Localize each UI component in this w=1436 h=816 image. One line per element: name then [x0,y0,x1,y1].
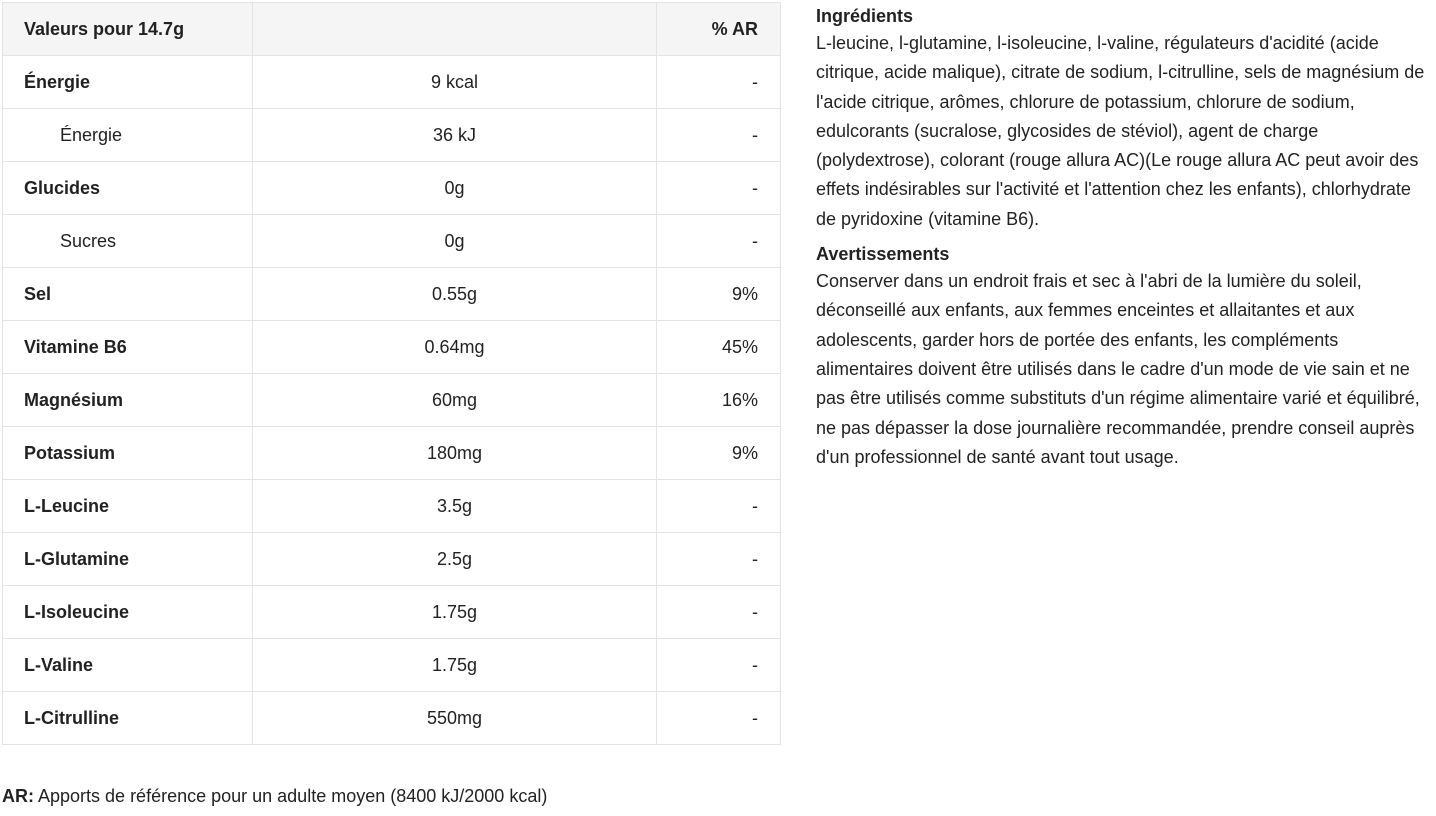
nutrient-amount: 1.75g [253,639,657,692]
footnote-text: Apports de référence pour un adulte moyen (8400 kJ/2000 kcal) [34,786,548,806]
ingredients-heading: Ingrédients [816,6,914,26]
nutrient-name: L-Isoleucine [3,586,253,639]
nutrient-ar: - [657,533,781,586]
ingredients-text: L-leucine, l-glutamine, l-isoleucine, l-valine, régulateurs d'acidité (acide citrique, acide malique), citrate de sodium, l-citrulline, sels de magnésium de l'acide citrique, arômes, chlorure de potassium, chlorure de sodium, edulcorants (sucralose, glycosides de stéviol), agent de charge (polydextrose), colorant (rouge allura AC)(Le rouge allura AC peut avoir des effets indésirables sur l'activité et l'attention chez les enfants), chlorhydrate de pyridoxine (vitamine B6). [816,33,1425,229]
nutrient-amount: 0g [253,162,657,215]
nutrient-ar: - [657,56,781,109]
nutrient-ar: 45% [657,321,781,374]
warnings-heading: Avertissements [816,244,950,265]
warnings-text: Conserver dans un endroit frais et sec à l'abri de la lumière du soleil, déconseillé aux enfants, aux femmes enceintes et allaitantes et aux adolescents, garder hors de portée des enfants, les compléments alimentaires doivent être utilisés dans le cadre d'un mode de vie sain et ne pas être utilisés comme substituts d'un régime alimentaire varié et équilibré, ne pas dépasser la dose journalière recommandée, prendre conseil auprès d'un professionnel de santé avant tout usage. [816,271,1420,467]
nutrient-ar: 16% [657,374,781,427]
header-serving-label: Valeurs pour 14.7g [3,3,253,56]
nutrient-amount: 60mg [253,374,657,427]
nutrient-name: Énergie [3,56,253,109]
table-row [3,321,781,374]
nutrient-amount: 1.75g [253,586,657,639]
product-info-panel [816,4,1428,480]
table-row [3,586,781,639]
nutrient-name: Potassium [3,427,253,480]
table-row [3,692,781,745]
table-row [3,162,781,215]
table-row [3,56,781,109]
table-header-row [3,3,781,56]
nutrient-amount: 9 kcal [253,56,657,109]
nutrient-name: Sucres [3,215,253,268]
table-row [3,215,781,268]
header-amount [253,3,657,56]
nutrient-ar: - [657,109,781,162]
table-row [3,427,781,480]
nutrient-ar: - [657,215,781,268]
table-row [3,109,781,162]
nutrient-amount: 180mg [253,427,657,480]
nutrient-amount: 0g [253,215,657,268]
nutrient-amount: 0.55g [253,268,657,321]
nutrient-name: L-Leucine [3,480,253,533]
nutrient-name: Magnésium [3,374,253,427]
table-row [3,480,781,533]
nutrient-name: L-Valine [3,639,253,692]
nutrient-ar: - [657,480,781,533]
nutrient-ar: 9% [657,268,781,321]
ar-footnote [2,784,547,808]
nutrient-name: L-Citrulline [3,692,253,745]
header-ar-percent: % AR [657,3,781,56]
nutrient-amount: 550mg [253,692,657,745]
nutrient-amount: 3.5g [253,480,657,533]
nutrient-ar: - [657,162,781,215]
footnote-label: AR: [2,786,34,806]
nutrient-ar: - [657,692,781,745]
nutrient-amount: 36 kJ [253,109,657,162]
nutrition-table [2,2,781,745]
nutrient-amount: 2.5g [253,533,657,586]
nutrient-name: L-Glutamine [3,533,253,586]
nutrient-name: Sel [3,268,253,321]
nutrient-ar: 9% [657,427,781,480]
nutrient-ar: - [657,586,781,639]
nutrient-name: Énergie [3,109,253,162]
table-row [3,268,781,321]
table-row [3,533,781,586]
nutrient-name: Glucides [3,162,253,215]
nutrient-name: Vitamine B6 [3,321,253,374]
table-row [3,374,781,427]
nutrient-ar: - [657,639,781,692]
nutrient-amount: 0.64mg [253,321,657,374]
table-row [3,639,781,692]
